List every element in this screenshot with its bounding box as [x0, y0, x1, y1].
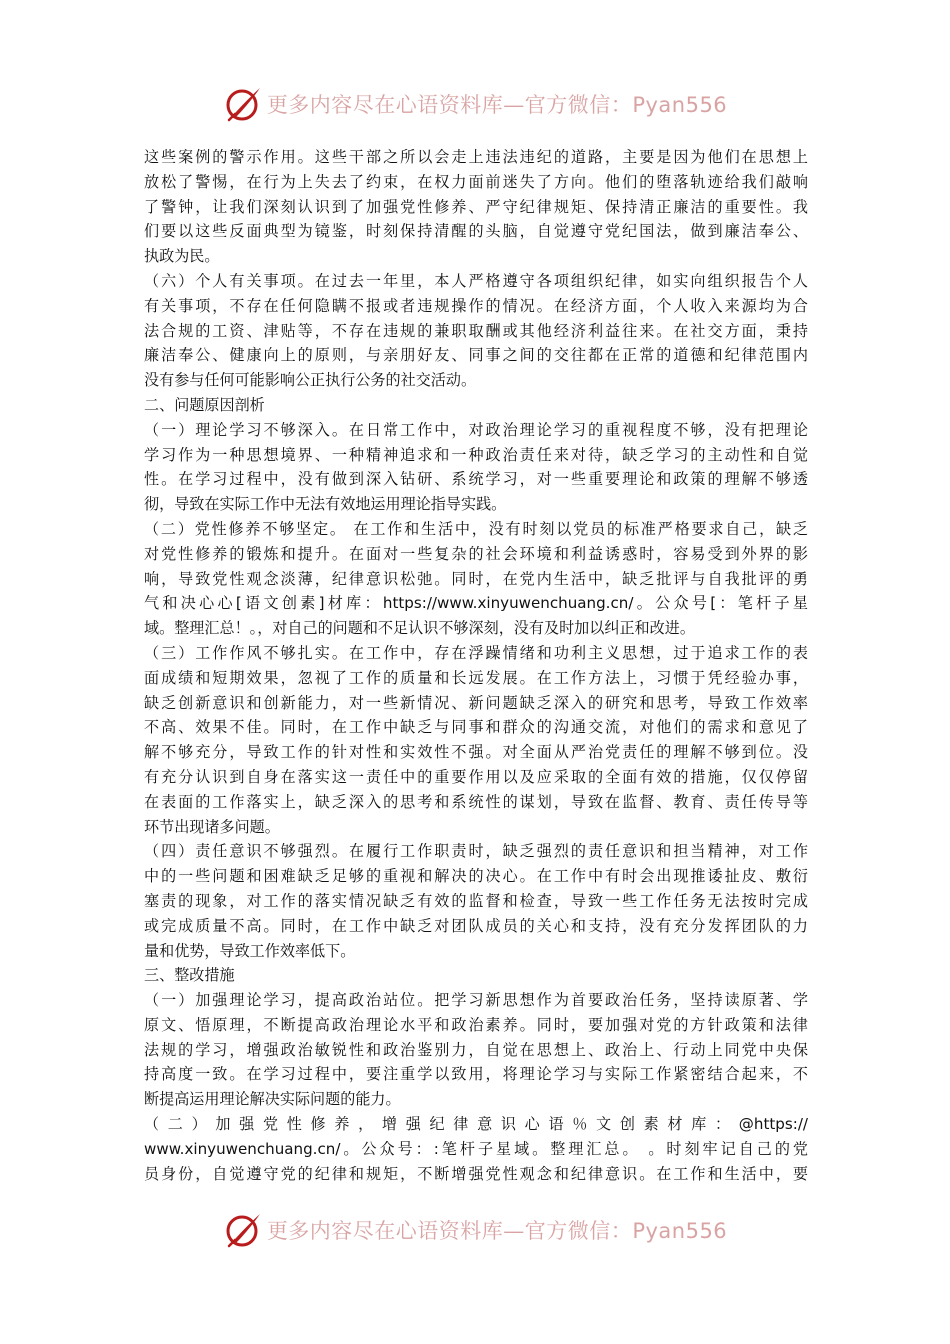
section-heading: 三、整改措施 — [144, 966, 235, 985]
text-line: 在表面的工作落实上，缺乏深入的思考和系统性的谋划，导致在监督、教育、责任传导等 — [144, 792, 808, 811]
text-line: （六）个人有关事项。在过去一年里，本人严格遵守各项组织纪律，如实向组织报告个人 — [144, 271, 808, 290]
text-line: （二）加强党性修养，增强纪律意识心语％文创素材库：@https:// — [144, 1115, 808, 1134]
text-line: 彻，导致在实际工作中无法有效地运用理论指导实践。 — [144, 495, 507, 514]
wechat-id: Pyan556 — [632, 1219, 728, 1243]
text-line: 域。整理汇总！。，对自己的问题和不足认识不够深刻，没有及时加以纠正和改进。 — [144, 619, 695, 638]
text-line: 面成绩和短期效果，忽视了工作的质量和长远发展。在工作方法上，习惯于凭经验办事， — [144, 668, 808, 687]
text-line: 原文、悟原理，不断提高政治理论水平和政治素养。同时，要加强对党的方针政策和法律 — [144, 1015, 808, 1034]
text-line: 响，导致党性观念淡薄，纪律意识松弛。同时，在党内生活中，缺乏批评与自我批评的勇 — [144, 569, 808, 588]
wechat-id: Pyan556 — [632, 93, 728, 117]
document-body — [144, 145, 808, 1186]
text-line: 或完成质量不高。同时，在工作中缺乏对团队成员的关心和支持，没有充分发挥团队的力 — [144, 916, 808, 935]
text-line: （四）责任意识不够强烈。在履行工作职责时，缺乏强烈的责任意识和担当精神，对工作 — [144, 842, 808, 861]
text-line: 了警钟，让我们深刻认识到了加强党性修养、严守纪律规矩、保持清正廉洁的重要性。我 — [144, 197, 808, 216]
text-line: 法合规的工资、津贴等，不存在违规的兼职取酬或其他经济利益往来。在社交方面，秉持 — [144, 321, 808, 340]
text-line: 气和决心心[语文创素]材库：https://www.xinyuwenchuang.cn/。公众号[：笔杆子星 — [144, 594, 808, 613]
text-line: 量和优势，导致工作效率低下。 — [144, 941, 356, 960]
text-line: （一）理论学习不够深入。在日常工作中，对政治理论学习的重视程度不够，没有把理论 — [144, 420, 808, 439]
section-heading: 二、问题原因剖析 — [144, 395, 265, 414]
watermark-text: 更多内容尽在心语资料库—官方微信：Pyan556 — [266, 1219, 728, 1243]
text-line: 有关事项，不存在任何隐瞒不报或者违规操作的情况。在经济方面，个人收入来源均为合 — [144, 296, 808, 315]
text-line: 有充分认识到自身在落实这一责任中的重要作用以及应采取的全面有效的措施，仅仅停留 — [144, 767, 808, 786]
text-line: 性。在学习过程中，没有做到深入钻研、系统学习，对一些重要理论和政策的理解不够透 — [144, 470, 808, 489]
text-line: www.xinyuwenchuang.cn/。公众号：:笔杆子星域。整理汇总。 。时刻牢记自己的党 — [144, 1139, 808, 1158]
text-line: 环节出现诸多问题。 — [144, 817, 280, 836]
text-line: 缺乏创新意识和创新能力，对一些新情况、新问题缺乏深入的研究和思考，导致工作效率 — [144, 693, 808, 712]
text-line: 执政为民。 — [144, 247, 220, 266]
text-line: 断提高运用理论解决实际问题的能力。 — [144, 1090, 401, 1109]
text-line: 塞责的现象，对工作的落实情况缺乏有效的监督和检查，导致一些工作任务无法按时完成 — [144, 891, 808, 910]
watermark-banner-bottom — [0, 1208, 950, 1252]
text-line: 解不够充分，导致工作的针对性和实效性不强。对全面从严治党责任的理解不够到位。没 — [144, 743, 808, 762]
watermark-banner-top — [0, 82, 950, 126]
text-line: 不高、效果不佳。同时，在工作中缺乏与同事和群众的沟通交流，对他们的需求和意见了 — [144, 718, 808, 737]
text-line: （一）加强理论学习，提高政治站位。把学习新思想作为首要政治任务，坚持读原著、学 — [144, 991, 808, 1010]
quill-pen-logo-icon — [223, 84, 263, 124]
text-line: 放松了警惕，在行为上失去了约束，在权力面前迷失了方向。他们的堕落轨迹给我们敲响 — [144, 172, 808, 191]
text-line: （三）工作作风不够扎实。在工作中，存在浮躁情绪和功利主义思想，过于追求工作的表 — [144, 643, 808, 662]
text-line: 学习作为一种思想境界、一种精神追求和一种政治责任来对待，缺乏学习的主动性和自觉 — [144, 445, 808, 464]
text-line: 法规的学习，增强政治敏锐性和政治鉴别力，自觉在思想上、政治上、行动上同党中央保 — [144, 1040, 808, 1059]
text-line: 廉洁奉公、健康向上的原则，与亲朋好友、同事之间的交往都在正常的道德和纪律范围内 — [144, 346, 808, 365]
text-line: 这些案例的警示作用。这些干部之所以会走上违法违纪的道路，主要是因为他们在思想上 — [144, 148, 808, 166]
text-line: 们要以这些反面典型为镜鉴，时刻保持清醒的头脑，自觉遵守党纪国法，做到廉洁奉公、 — [144, 222, 808, 241]
text-line: （二）党性修养不够坚定。 在工作和生活中，没有时刻以党员的标准严格要求自己，缺乏 — [144, 519, 808, 538]
text-line: 持高度一致。在学习过程中，要注重学以致用，将理论学习与实际工作紧密结合起来，不 — [144, 1065, 808, 1084]
watermark-text: 更多内容尽在心语资料库—官方微信：Pyan556 — [266, 93, 728, 117]
quill-pen-logo-icon — [223, 1210, 263, 1250]
text-line: 没有参与任何可能影响公正执行公务的社交活动。 — [144, 371, 477, 390]
text-line: 员身份，自觉遵守党的纪律和规矩，不断增强党性观念和纪律意识。在工作和生活中，要 — [144, 1164, 808, 1183]
text-line: 中的一些问题和困难缺乏足够的重视和解决的决心。在工作中有时会出现推诿扯皮、敷衍 — [144, 867, 808, 886]
text-line: 对党性修养的锻炼和提升。在面对一些复杂的社会环境和利益诱惑时，容易受到外界的影 — [144, 544, 808, 563]
